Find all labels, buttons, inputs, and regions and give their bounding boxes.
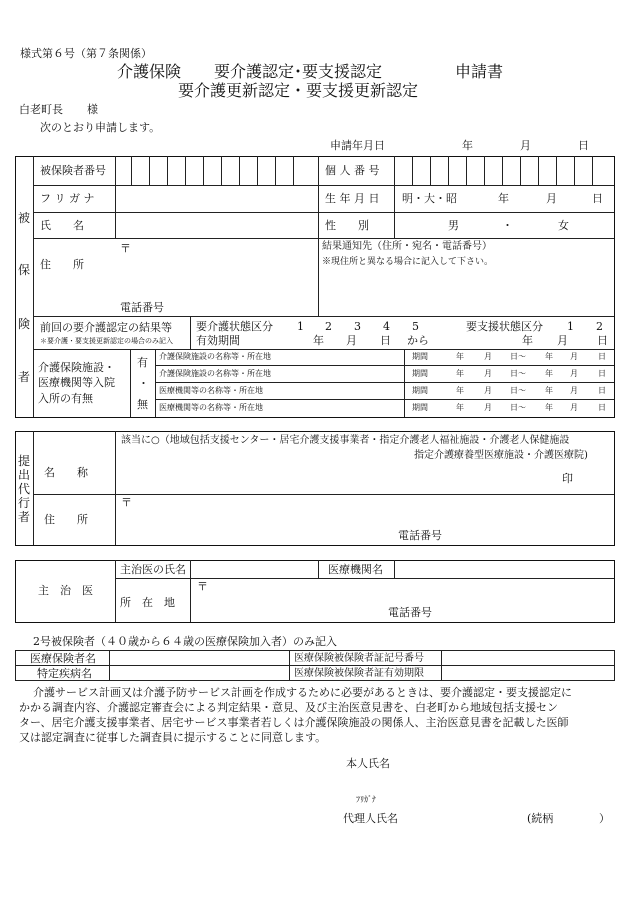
facility-row-year: 年	[456, 386, 464, 395]
addressee-honorific: 様	[87, 103, 98, 116]
form-number: 様式第６号（第７条関係）	[20, 47, 152, 60]
application-date-label: 申請年月日	[330, 139, 385, 152]
insurer-name-label: 医療保険者名	[30, 652, 96, 665]
facility-row-day2: 日	[598, 352, 606, 361]
furigana-small-label: ﾌﾘｶﾞﾅ	[356, 795, 376, 804]
facility-row-year: 年	[456, 352, 464, 361]
agent-person-name-input[interactable]	[412, 812, 522, 826]
application-date-month: 月	[520, 139, 531, 152]
support-level-2[interactable]: 2	[596, 320, 603, 333]
facility-row-period: 期間	[412, 386, 428, 395]
facility-row-month2: 月	[570, 369, 578, 378]
name-label: 氏 名	[40, 219, 84, 232]
valid-to-day: 日	[597, 334, 608, 347]
furigana-input[interactable]	[120, 192, 312, 206]
agent-person-name-label: 代理人氏名	[343, 812, 398, 825]
insured-side-char-4: 者	[18, 370, 31, 384]
facility-row-year2: 年	[545, 386, 553, 395]
relationship-close: ）	[599, 812, 610, 825]
facility-row-month: 月	[484, 369, 492, 378]
consent-line-2: かかる調査内容、介護認定審査会による判定結果・意見、及び主治医意見書を、白老町から地域包括支援セン	[19, 701, 558, 714]
agent-side-char-2: 出	[18, 468, 31, 482]
birthdate-year: 年	[498, 192, 509, 205]
cert-number-label: 医療保険被保険者証記号番号	[294, 653, 424, 664]
facility-row-month: 月	[484, 386, 492, 395]
facility-label-line3: 入所の有無	[38, 392, 93, 405]
consent-line-4: 又は認定調査に従事した調査員に提示することに同意します。	[19, 731, 327, 744]
address-label: 住 所	[40, 258, 84, 271]
seal-mark: 印	[562, 472, 573, 485]
cert-expiry-label: 医療保険被保険者証有効期限	[294, 668, 424, 679]
sex-male[interactable]: 男	[448, 219, 459, 232]
care-level-2[interactable]: 2	[325, 320, 332, 333]
title-certification: 要介護認定･要支援認定	[214, 62, 383, 81]
notification-label: 結果通知先（住所・宛名・電話番号）	[322, 241, 492, 252]
agent-postal-mark-icon: 〒	[121, 496, 132, 509]
valid-from-day: 日	[380, 334, 391, 347]
sex-separator: ・	[502, 219, 513, 232]
agent-side-char-3: 代	[18, 482, 31, 496]
facility-row-year: 年	[456, 403, 464, 412]
intro-text: 次のとおり申請します。	[40, 121, 161, 134]
postal-mark-icon: 〒	[120, 242, 131, 255]
doctor-phone-label: 電話番号	[388, 606, 432, 619]
agent-applicable-line1: 該当に○（地域包括支援センター・居宅介護支援事業者・指定介護老人福祉施設・介護老人保健施設	[121, 435, 570, 446]
facility-row-year2: 年	[545, 403, 553, 412]
institution-input[interactable]	[400, 563, 608, 576]
facility-label-line1: 介護保険施設・	[38, 361, 115, 374]
agent-phone-label: 電話番号	[398, 529, 442, 542]
specific-disease-label: 特定疾病名	[37, 667, 92, 680]
birthdate-label: 生 年 月 日	[325, 192, 380, 205]
birthdate-month: 月	[546, 192, 557, 205]
doctor-section-label: 主 治 医	[38, 584, 93, 597]
facility-row-period: 期間	[412, 403, 428, 412]
facility-has-dot: ・	[138, 377, 149, 390]
care-level-3[interactable]: 3	[354, 320, 361, 333]
institution-label: 医療機関名	[328, 563, 383, 576]
agent-side-char-4: 行	[18, 496, 31, 510]
birthdate-era[interactable]: 明・大・昭	[402, 192, 457, 205]
facility-row-label: 医療機関等の名称等・所在地	[159, 403, 263, 412]
agent-address-label: 住 所	[44, 513, 88, 526]
facility-row-label: 介護保険施設の名称等・所在地	[159, 369, 271, 378]
self-name-label: 本人氏名	[346, 757, 390, 770]
facility-row-month: 月	[484, 352, 492, 361]
doctor-location-input[interactable]	[212, 580, 592, 594]
agent-address-input[interactable]	[136, 496, 516, 510]
care-level-1[interactable]: 1	[297, 320, 304, 333]
previous-result-note: ＊要介護・要支援更新認定の場合のみ記入	[40, 337, 173, 345]
facility-has[interactable]: 有	[137, 356, 148, 369]
notification-note: ※現住所と異なる場合に記入して下さい。	[322, 257, 494, 267]
doctor-postal-mark-icon: 〒	[197, 580, 208, 593]
facility-row-label: 介護保険施設の名称等・所在地	[159, 352, 271, 361]
agent-name-input[interactable]	[121, 470, 521, 484]
previous-result-label: 前回の要介護認定の結果等	[40, 321, 172, 334]
insured-side-char-1: 被	[18, 211, 31, 225]
valid-to-year: 年	[522, 334, 533, 347]
name-input[interactable]	[120, 219, 312, 233]
valid-from-month: 月	[346, 334, 357, 347]
doctor-name-label: 主治医の氏名	[120, 563, 186, 576]
cert-expiry-input[interactable]	[446, 667, 610, 679]
agent-name-label: 名 称	[44, 466, 88, 479]
facility-row-year2: 年	[545, 352, 553, 361]
relationship-input[interactable]	[566, 812, 596, 826]
facility-row-month2: 月	[570, 386, 578, 395]
facility-row-day: 日～	[510, 352, 526, 361]
sex-label: 性 別	[325, 219, 369, 232]
valid-from-label: から	[407, 334, 429, 347]
agent-applicable-line2: 指定介護療養型医療施設・介護医療院)	[414, 450, 588, 461]
doctor-name-input[interactable]	[196, 563, 312, 576]
title-renewal: 要介護更新認定・要支援更新認定	[178, 81, 419, 100]
birthdate-day: 日	[592, 192, 603, 205]
application-date-year: 年	[462, 139, 473, 152]
support-level-1[interactable]: 1	[567, 320, 574, 333]
sex-female[interactable]: 女	[558, 219, 569, 232]
cert-number-input[interactable]	[446, 652, 610, 664]
application-date-day: 日	[578, 139, 589, 152]
care-level-4[interactable]: 4	[383, 320, 390, 333]
facility-row-day: 日～	[510, 386, 526, 395]
facility-row-year2: 年	[545, 369, 553, 378]
doctor-location-label: 所 在 地	[120, 596, 175, 609]
facility-row-month2: 月	[570, 403, 578, 412]
title-care-insurance: 介護保険	[117, 62, 182, 81]
secondary-note: 2号被保険者（４０歳から６４歳の医療保険加入者）のみ記入	[33, 635, 337, 648]
addressee-mayor: 白老町長	[19, 103, 63, 116]
consent-line-3: ター、居宅介護支援事業者、居宅サービス事業者若しくは介護保険施設の関係人、主治医意見書を記載した医師	[19, 716, 569, 729]
facility-none[interactable]: 無	[137, 398, 148, 411]
phone-label: 電話番号	[120, 301, 164, 314]
consent-line-1: 介護サービス計画又は介護予防サービス計画を作成するために必要があるときは、要介護認定・要支援認定に	[33, 686, 572, 699]
valid-to-month: 月	[557, 334, 568, 347]
insured-side-char-2: 保	[18, 263, 31, 277]
insured-side-char-3: 険	[18, 317, 31, 331]
care-level-5[interactable]: 5	[412, 320, 419, 333]
relationship-label: (続柄	[527, 812, 554, 825]
facility-row-label: 医療機関等の名称等・所在地	[159, 386, 263, 395]
facility-row-day: 日～	[510, 403, 526, 412]
facility-label-line2: 医療機関等入院	[38, 376, 115, 389]
facility-row-day: 日～	[510, 369, 526, 378]
specific-disease-input[interactable]	[114, 667, 284, 679]
self-name-input[interactable]	[400, 757, 600, 771]
application-date-year-input[interactable]	[398, 139, 458, 152]
title-application: 申請書	[455, 62, 504, 81]
furigana-label: フ リ ガ ナ	[40, 192, 95, 205]
valid-period-label: 有効期間	[196, 334, 240, 347]
personal-number-label: 個 人 番 号	[325, 164, 380, 177]
agent-side-char-1: 提	[18, 454, 31, 468]
facility-row-day2: 日	[598, 403, 606, 412]
facility-row-period: 期間	[412, 352, 428, 361]
insurer-name-input[interactable]	[114, 652, 284, 664]
facility-row-month2: 月	[570, 352, 578, 361]
facility-row-period: 期間	[412, 369, 428, 378]
address-input[interactable]	[135, 242, 305, 256]
care-level-label: 要介護状態区分	[196, 320, 273, 333]
insured-number-label: 被保険者番号	[40, 164, 106, 177]
facility-row-month: 月	[484, 403, 492, 412]
valid-from-year: 年	[313, 334, 324, 347]
facility-row-day2: 日	[598, 369, 606, 378]
support-level-label: 要支援状態区分	[466, 320, 543, 333]
facility-row-year: 年	[456, 369, 464, 378]
facility-row-day2: 日	[598, 386, 606, 395]
agent-side-char-5: 者	[18, 510, 31, 524]
